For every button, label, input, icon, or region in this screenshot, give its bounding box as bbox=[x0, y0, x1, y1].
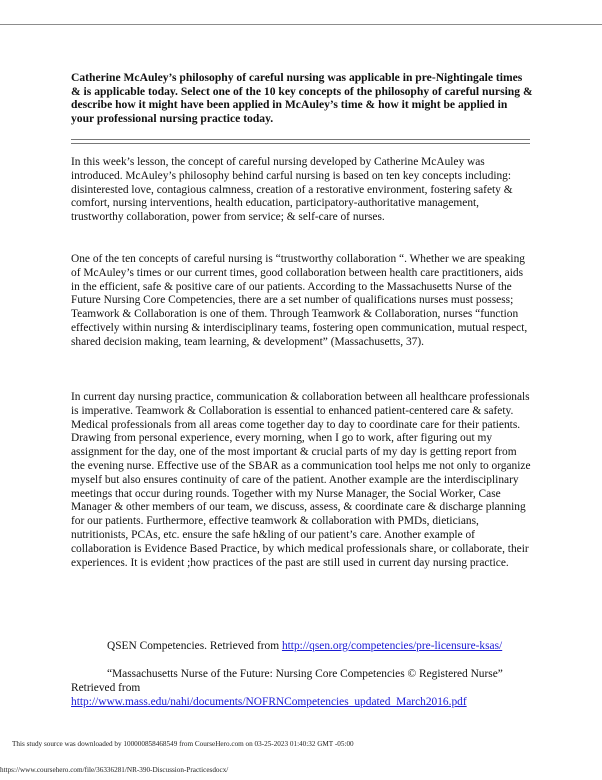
reference-mass-link[interactable]: http://www.mass.edu/nahi/documents/NOFRNCompetencies_updated_March2016.pdf bbox=[71, 696, 467, 708]
body-paragraph-intro: In this week’s lesson, the concept of careful nursing developed by Catherine McAuley was introduced. McAuley’s philosophy behind carful nursing is based on ten key concepts including: disinterested love, contagious calmness, creation of a restorative environment, fostering safety & comfort, nursing interventions, health education, participatory-authoritative management, trustworthy collaboration, power from service; & self-care of nurses. bbox=[71, 156, 513, 224]
reference-mass bbox=[71, 696, 467, 710]
body-paragraph-collaboration: One of the ten concepts of careful nursing is “trustworthy collaboration “. Whether we are speaking of McAuley’s times or our current times, good collaboration between health care practitioners, aids in the efficient, safe & positive care of our patients. According to the Massachusetts Nurse of the Future Nursing Core Competencies, there are a set number of qualifications nurses must possess; Teamwork & Collaboration is one of them. Through Teamwork & Collaboration, nurses “function effectively within nursing & interdisciplinary teams, fostering open communication, mutual respect, shared decision making, team learning, & development” (Massachusetts, 37). bbox=[71, 253, 528, 348]
reference-mass-title: “Massachusetts Nurse of the Future: Nursing Core Competencies © Registered Nurse” bbox=[107, 668, 503, 680]
reference-qsen bbox=[107, 640, 502, 654]
reference-qsen-text: QSEN Competencies. Retrieved from bbox=[107, 640, 282, 652]
discussion-prompt: Catherine McAuley’s philosophy of careful nursing was applicable in pre-Nightingale times & is applicable today. Select one of the 10 key concepts of the philosophy of careful nursing & describe how it might have been applied in McAuley’s time & how it might be applied in your professional nursing practice today. bbox=[71, 71, 533, 125]
header-rule bbox=[0, 24, 602, 25]
reference-qsen-link[interactable]: http://qsen.org/competencies/pre-licensure-ksas/ bbox=[281, 640, 503, 652]
body-paragraph-current-practice: In current day nursing practice, communication & collaboration between all healthcare professionals is imperative. Teamwork & Collaboration is essential to enhanced patient-centered care & safety. Medical professionals from all areas come together day to day to coordinate care for their patients. Drawing from personal experience, every morning, when I go to work, after figuring out my assignment for the day, one of the most important & crucial parts of my day is getting report from the evening nurse. Effective use of the SBAR as a communication tool helps me not only to organize myself but also ensures continuity of care of the patient. Another example are the interdisciplinary meetings that occur during rounds. Together with my Nurse Manager, the Social Worker, Case Manager & other members of our team, we discuss, assess, & coordinate care & discharge planning for our patients. Furthermore, effective teamwork & collaboration with PMDs, dieticians, nutritionists, PCAs, etc. ensure the safe h&ling of our patient’s care. Another example of collaboration is Evidence Based Practice, by which medical professionals share, or collaborate, their experiences. It is evident ;how practices of the past are still used in current day nursing practice. bbox=[71, 391, 531, 569]
source-url: https://www.coursehero.com/file/36336281/NR-390-Discussion-Practicesdocx/ bbox=[0, 766, 229, 774]
reference-mass-retrieved: Retrieved from bbox=[71, 682, 141, 694]
download-notice: This study source was downloaded by 100000858468549 from CourseHero.com on 03-25-2023 01:40:32 GMT -05:00 bbox=[12, 740, 354, 748]
prompt-divider bbox=[71, 139, 530, 144]
